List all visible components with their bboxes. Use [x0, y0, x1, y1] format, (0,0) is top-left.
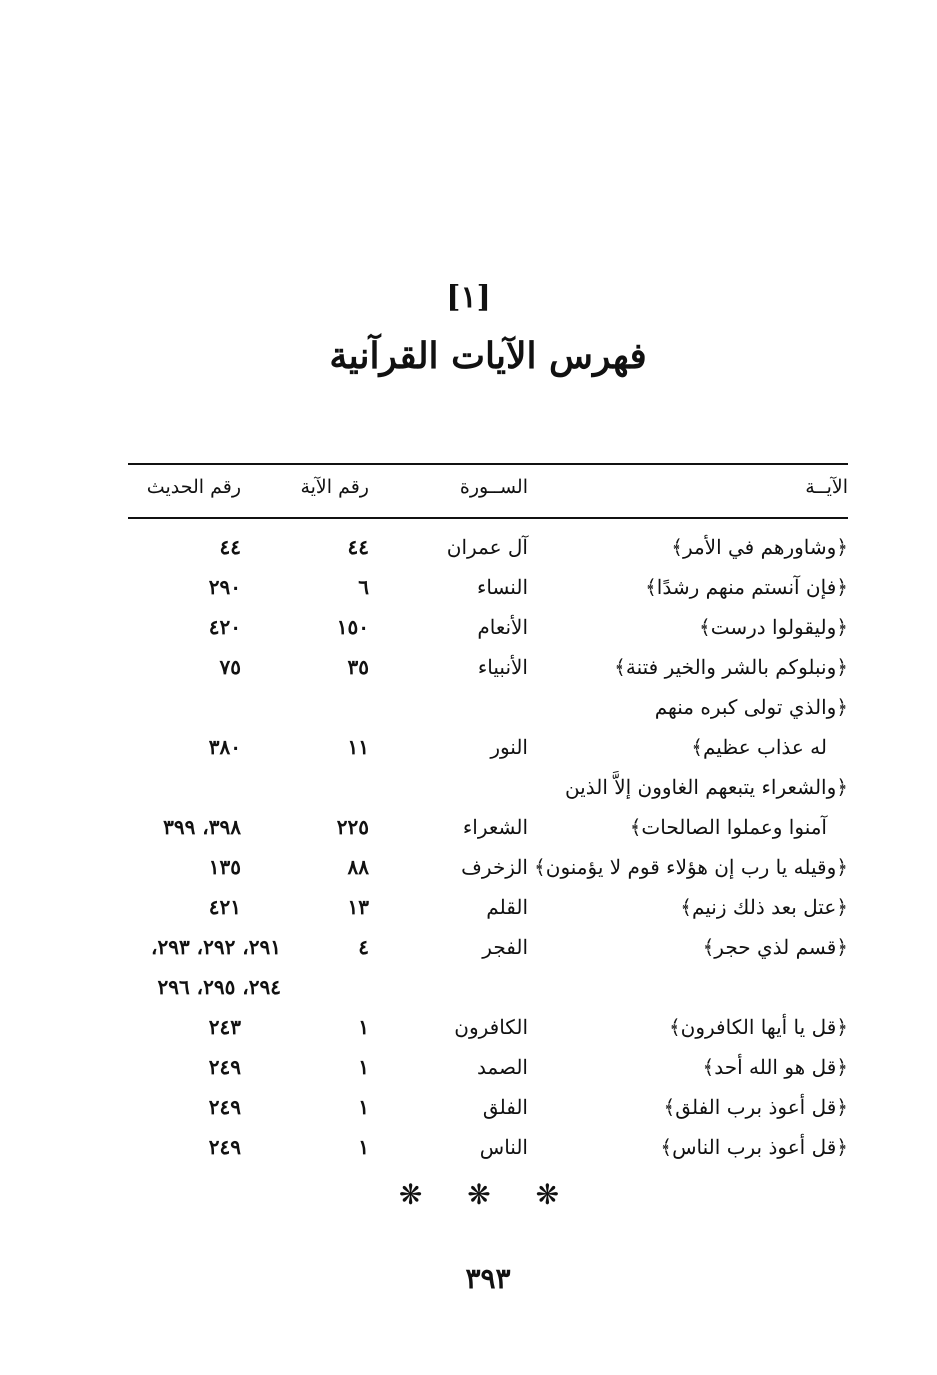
ayah-number: ١١	[347, 735, 369, 759]
ayah-text: ﴿وليقولوا درست﴾	[699, 615, 848, 639]
table-row	[0, 855, 937, 895]
hadith-number: ١٣٥	[208, 855, 241, 879]
ayah-number: ١٣	[347, 895, 369, 919]
hadith-number: ٢٤٩	[208, 1055, 241, 1079]
ayah-number: ٨٨	[347, 855, 369, 879]
ayah-number: ٤٤	[347, 535, 369, 559]
table-row	[0, 1095, 937, 1135]
header-ayah: الآيــة	[805, 476, 848, 498]
hadith-number: ٢٩١، ٢٩٢، ٢٩٣،	[150, 935, 281, 959]
header-ayah-number: رقم الآية	[300, 476, 369, 498]
hadith-number: ٤٤	[219, 535, 241, 559]
ayah-number: ٤	[358, 935, 369, 959]
ayah-number: ١	[358, 1095, 369, 1119]
surah-name: الأنعام	[477, 615, 528, 639]
hadith-number: ٢٩٠	[208, 575, 241, 599]
table-row	[0, 775, 937, 815]
table-row	[0, 815, 937, 855]
ayah-text: له عذاب عظيم﴾	[691, 735, 827, 759]
surah-name: الكافرون	[454, 1015, 528, 1039]
hadith-number: ٤٢٠	[208, 615, 241, 639]
table-top-rule	[128, 463, 848, 465]
section-separator: ❋ ❋ ❋	[398, 1178, 578, 1211]
ayah-text: آمنوا وعملوا الصالحات﴾	[629, 815, 827, 839]
ayah-number: ١	[358, 1015, 369, 1039]
table-row	[0, 535, 937, 575]
ayah-text: ﴿وقيله يا رب إن هؤلاء قوم لا يؤمنون﴾	[534, 855, 848, 879]
ayah-text: ﴿قل أعوذ برب الفلق﴾	[663, 1095, 848, 1119]
hadith-number: ٣٨٠	[208, 735, 241, 759]
ayah-text: ﴿وشاورهم في الأمر﴾	[671, 535, 848, 559]
hadith-number: ٣٩٨، ٣٩٩	[163, 815, 241, 839]
surah-name: الفلق	[482, 1095, 528, 1119]
surah-name: الناس	[479, 1135, 528, 1159]
page-title: فهرس الآيات القرآنية	[329, 335, 647, 377]
ayah-number: ٦	[358, 575, 369, 599]
ayah-number: ١	[358, 1135, 369, 1159]
surah-name: الصمد	[476, 1055, 528, 1079]
ayah-text: ﴿قل أعوذ برب الناس﴾	[660, 1135, 848, 1159]
ayah-number: ١	[358, 1055, 369, 1079]
hadith-number: ٢٤٩	[208, 1135, 241, 1159]
header-surah: الســورة	[459, 476, 528, 498]
hadith-number: ٢٤٣	[208, 1015, 241, 1039]
surah-name: الشعراء	[462, 815, 528, 839]
table-row	[0, 575, 937, 615]
ayah-number: ١٥٠	[336, 615, 369, 639]
hadith-number: ٤٢١	[208, 895, 241, 919]
ayah-number: ٣٥	[347, 655, 369, 679]
ayah-text: ﴿والذي تولى كبره منهم	[654, 695, 848, 719]
surah-name: النساء	[476, 575, 528, 599]
table-header-rule	[128, 517, 848, 519]
hadith-number: ٧٥	[219, 655, 241, 679]
hadith-number: ٢٤٩	[208, 1095, 241, 1119]
table-row	[0, 695, 937, 735]
surah-name: الزخرف	[461, 855, 528, 879]
ayah-text: ﴿قسم لذي حجر﴾	[702, 935, 848, 959]
table-row	[0, 735, 937, 775]
table-row	[0, 1055, 937, 1095]
surah-name: الأنبياء	[477, 655, 528, 679]
page-number: ٣٩٣	[465, 1262, 511, 1295]
table-row	[0, 975, 937, 1015]
table-row	[0, 1015, 937, 1055]
table-row	[0, 1135, 937, 1175]
ayah-text: ﴿والشعراء يتبعهم الغاوون إلاَّ الذين	[564, 775, 848, 799]
hadith-number: ٢٩٤، ٢٩٥، ٢٩٦	[157, 975, 281, 999]
ayah-number: ٢٢٥	[336, 815, 369, 839]
ayah-text: ﴿فإن آنستم منهم رشدًا﴾	[645, 575, 848, 599]
surah-name: آل عمران	[446, 535, 528, 559]
table-row	[0, 615, 937, 655]
header-hadith-number: رقم الحديث	[146, 476, 241, 498]
table-row	[0, 895, 937, 935]
section-number: [١]	[446, 280, 491, 315]
ayah-text: ﴿قل يا أيها الكافرون﴾	[668, 1015, 848, 1039]
table-row	[0, 935, 937, 975]
ayah-text: ﴿عتل بعد ذلك زنيم﴾	[680, 895, 848, 919]
surah-name: الفجر	[482, 935, 528, 959]
ayah-text: ﴿قل هو الله أحد﴾	[702, 1055, 848, 1079]
surah-name: النور	[490, 735, 528, 759]
table-row	[0, 655, 937, 695]
ayah-text: ﴿ونبلوكم بالشر والخير فتنة﴾	[614, 655, 848, 679]
surah-name: القلم	[486, 895, 528, 919]
